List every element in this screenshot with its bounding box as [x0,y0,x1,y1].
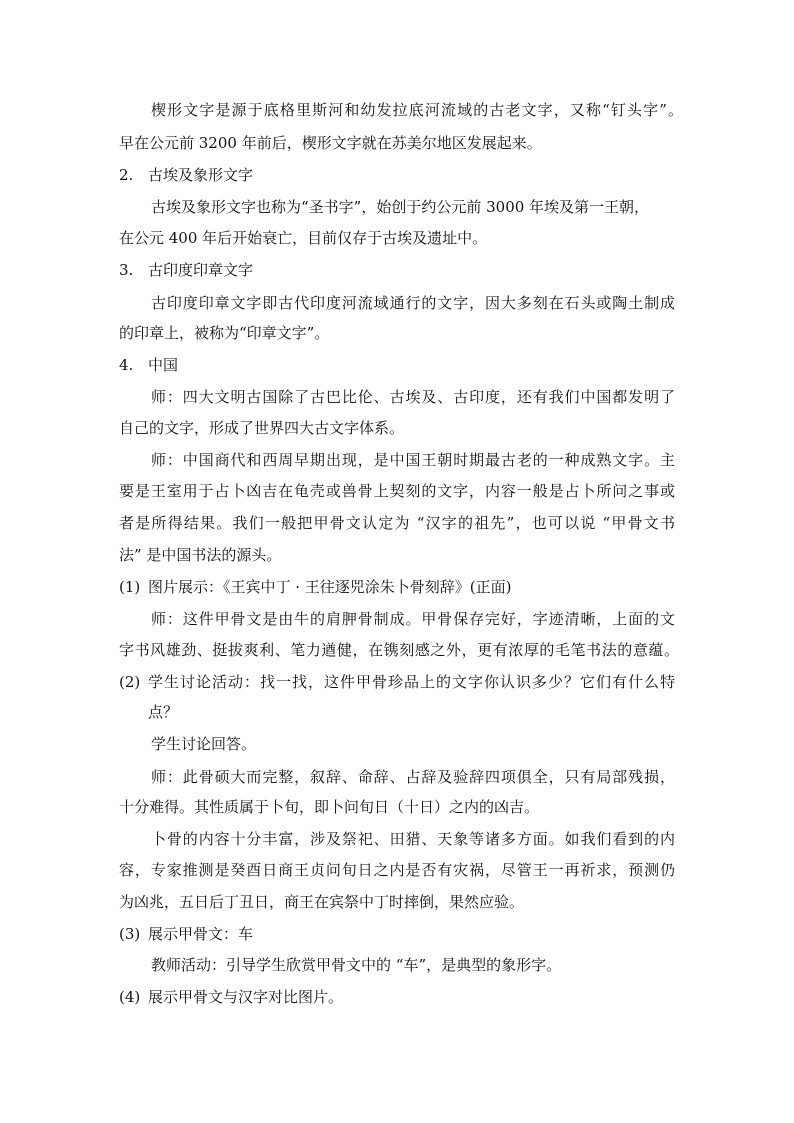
heading-number-3: 3. [119,261,134,279]
paragraph-content-line-2: 容，专家推测是癸酉日商王贞问旬日之内是否有灾祸，尽管王一再祈求，预测仍 [119,861,675,879]
paragraph-india-line-2: 的印章上，被称为“印章文字”。 [119,324,330,342]
paragraph-cuneiform-line-1: 楔形文字是源于底格里斯河和幼发拉底河流域的古老文字，又称“钉头字”。 [151,101,683,119]
paragraph-egypt-line-2: 在公元 400 年后开始衰亡，目前仅存于古埃及遗址中。 [119,229,488,247]
subitem-number-4: (4) [119,988,141,1006]
paragraph-teacher-activity: 教师活动：引导学生欣赏甲骨文中的 “车”，是典型的象形字。 [151,956,562,974]
paragraph-bone-line-1: 师：这件甲骨文是由牛的肩胛骨制成。甲骨保存完好，字迹清晰，上面的文 [151,610,675,628]
paragraph-teacher2-line-2: 要是王室用于占卜凶吉在龟壳或兽骨上契刻的文字，内容一般是占卜所问之事或 [119,482,675,500]
subitem-student-discussion-line-1: 学生讨论活动：找一找，这件甲骨珍品上的文字你认识多少？它们有什么特 [148,673,675,691]
paragraph-cuneiform-line-2: 早在公元前 3200 年前后，楔形文字就在苏美尔地区发展起来。 [119,134,542,152]
paragraph-egypt-line-1: 古埃及象形文字也称为“圣书字”，始创于约公元前 3000 年埃及第一王朝， [151,198,650,216]
heading-china: 中国 [148,356,179,374]
heading-indus-seal-script: 古印度印章文字 [148,261,254,279]
heading-number-4: 4. [119,356,134,374]
paragraph-teacher2-line-1: 师：中国商代和西周早期出现，是中国王朝时期最古老的一种成熟文字。主 [151,451,675,469]
subitem-number-2: (2) [119,673,141,691]
subitem-number-3: (3) [119,925,141,943]
subitem-number-1: (1) [119,578,141,596]
paragraph-teacher3-line-2: 十分难得。其性质属于卜旬，即卜问旬日（十日）之内的凶吉。 [119,798,540,816]
paragraph-student-answer: 学生讨论回答。 [151,735,257,753]
paragraph-teacher1-line-2: 自己的文字，形成了世界四大古文字体系。 [119,419,405,437]
paragraph-content-line-3: 为凶兆，五日后丁丑日，商王在宾祭中丁时摔倒，果然应验。 [119,893,525,911]
subitem-comparison-image: 展示甲骨文与汉字对比图片。 [148,988,344,1006]
subitem-student-discussion-line-2: 点？ [148,703,179,721]
heading-number-2: 2. [119,166,134,184]
subitem-image-display: 图片展示：《王宾中丁 · 王往逐兕涂朱卜骨刻辞》(正面) [148,578,512,596]
paragraph-teacher1-line-1: 师：四大文明古国除了古巴比伦、古埃及、古印度，还有我们中国都发明了 [151,388,675,406]
paragraph-content-line-1: 卜骨的内容十分丰富，涉及祭祀、田猎、天象等诸多方面。如我们看到的内 [151,830,675,848]
paragraph-india-line-1: 古印度印章文字即古代印度河流域通行的文字，因大多刻在石头或陶土制成 [151,294,675,312]
heading-egyptian-hieroglyphs: 古埃及象形文字 [148,166,254,184]
subitem-show-oracle-che: 展示甲骨文：车 [148,925,254,943]
paragraph-bone-line-2: 字书风雄劲、挺拔爽利、笔力遒健，在镌刻感之外，更有浓厚的毛笔书法的意蕴。 [119,641,679,659]
paragraph-teacher2-line-3: 者是所得结果。我们一般把甲骨文认定为 “汉字的祖先”，也可以说 “甲骨文书 [119,514,675,532]
paragraph-teacher2-line-4: 法” 是中国书法的源头。 [119,546,282,564]
paragraph-teacher3-line-1: 师：此骨硕大而完整，叙辞、命辞、占辞及验辞四项俱全，只有局部残损， [151,768,675,786]
